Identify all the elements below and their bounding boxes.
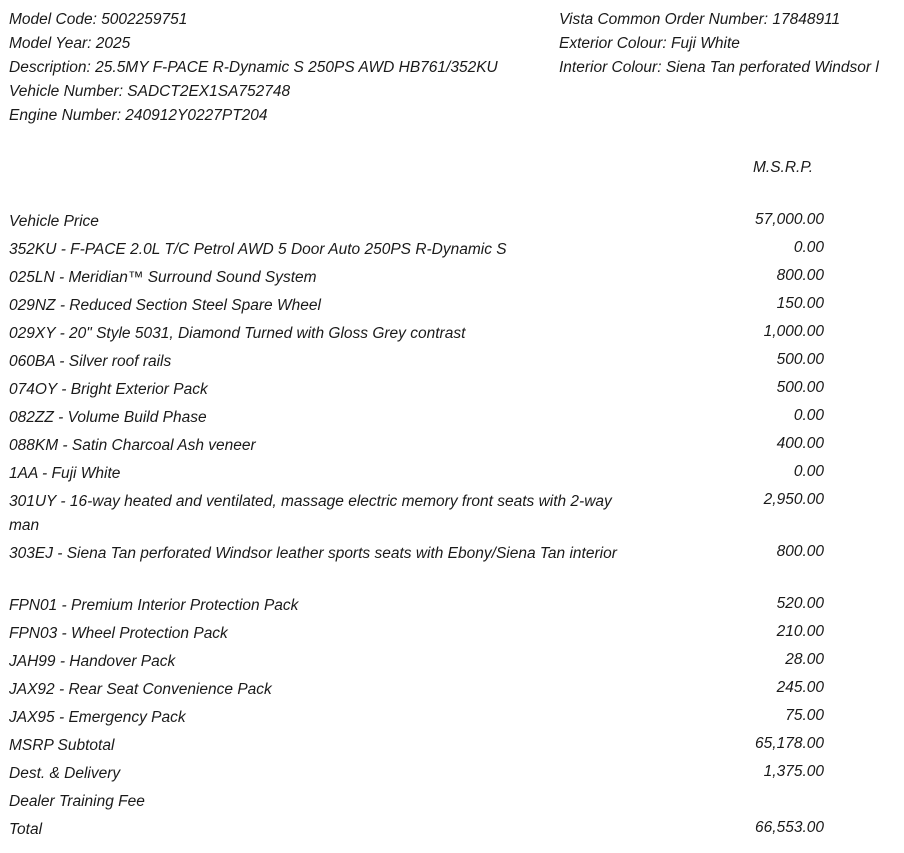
total-row [9,818,829,846]
line-description: 303EJ - Siena Tan perforated Windsor leather sports seats with Ebony/Siena Tan interior [9,545,617,562]
line-item-jah99 [9,650,829,678]
line-description: JAX92 - Rear Seat Convenience Pack [9,681,272,698]
line-item-082zz [9,406,829,434]
line-description: Dealer Training Fee [9,793,145,810]
line-description: 1AA - Fuji White [9,465,121,482]
line-item-jax95 [9,706,829,734]
line-amount: 800.00 [776,267,824,284]
line-amount: 150.00 [776,295,824,312]
line-item-303ej [9,542,829,594]
line-description: FPN03 - Wheel Protection Pack [9,625,228,642]
dealer-training-fee-row [9,790,829,818]
order-details [559,10,899,82]
line-amount: 75.00 [785,707,824,724]
line-amount: 0.00 [793,463,824,480]
order-number: Vista Common Order Number: 17848911 [559,11,841,28]
line-item-352ku [9,238,829,266]
line-amount: 500.00 [776,351,824,368]
line-description: 025LN - Meridian™ Surround Sound System [9,269,317,286]
line-item-301uy [9,490,829,542]
line-description: 301UY - 16-way heated and ventilated, massage electric memory front seats with 2-way man [9,493,612,534]
line-item-fpn03 [9,622,829,650]
line-amount: 28.00 [785,651,824,668]
line-description: 074OY - Bright Exterior Pack [9,381,208,398]
line-item-029xy [9,322,829,350]
vehicle-details [9,10,549,130]
line-item-029nz [9,294,829,322]
line-amount: 57,000.00 [755,211,824,228]
line-description: 082ZZ - Volume Build Phase [9,409,207,426]
line-amount: 210.00 [776,623,824,640]
line-amount: 400.00 [776,435,824,452]
line-amount: 1,000.00 [763,323,824,340]
line-description: 352KU - F-PACE 2.0L T/C Petrol AWD 5 Door Auto 250PS R-Dynamic S [9,241,507,258]
line-description: Total [9,821,43,838]
line-item-jax92 [9,678,829,706]
line-amount: 800.00 [776,543,824,560]
interior-colour: Interior Colour: Siena Tan perforated Windsor l [559,59,879,76]
line-description: FPN01 - Premium Interior Protection Pack [9,597,299,614]
line-description: 060BA - Silver roof rails [9,353,172,370]
line-amount: 245.00 [776,679,824,696]
line-item-060ba [9,350,829,378]
model-year: Model Year: 2025 [9,35,131,52]
exterior-colour: Exterior Colour: Fuji White [559,35,740,52]
price-lines [9,210,829,846]
line-item-1aa [9,462,829,490]
line-description: 029NZ - Reduced Section Steel Spare Wheel [9,297,321,314]
line-description: MSRP Subtotal [9,737,115,754]
vehicle-description: Description: 25.5MY F-PACE R-Dynamic S 250PS AWD HB761/352KU [9,59,498,76]
line-description: 029XY - 20" Style 5031, Diamond Turned with Gloss Grey contrast [9,325,466,342]
line-description: Dest. & Delivery [9,765,121,782]
line-amount: 0.00 [793,407,824,424]
line-amount: 66,553.00 [755,819,824,836]
line-amount: 500.00 [776,379,824,396]
line-amount: 65,178.00 [755,735,824,752]
line-description: 088KM - Satin Charcoal Ash veneer [9,437,256,454]
line-description: JAH99 - Handover Pack [9,653,176,670]
dest-delivery-row [9,762,829,790]
msrp-column-heading: M.S.R.P. [752,159,813,176]
msrp-subtotal-row [9,734,829,762]
line-amount: 2,950.00 [763,491,824,508]
line-item-088km [9,434,829,462]
line-amount: 520.00 [776,595,824,612]
line-description: Vehicle Price [9,213,99,230]
line-item-fpn01 [9,594,829,622]
vehicle-number: Vehicle Number: SADCT2EX1SA752748 [9,83,291,100]
model-code: Model Code: 5002259751 [9,11,188,28]
line-amount: 0.00 [793,239,824,256]
line-description: JAX95 - Emergency Pack [9,709,186,726]
engine-number: Engine Number: 240912Y0227PT204 [9,107,268,124]
line-item-025ln [9,266,829,294]
line-amount: 1,375.00 [763,763,824,780]
line-item-vehicle-price [9,210,829,238]
line-item-074oy [9,378,829,406]
